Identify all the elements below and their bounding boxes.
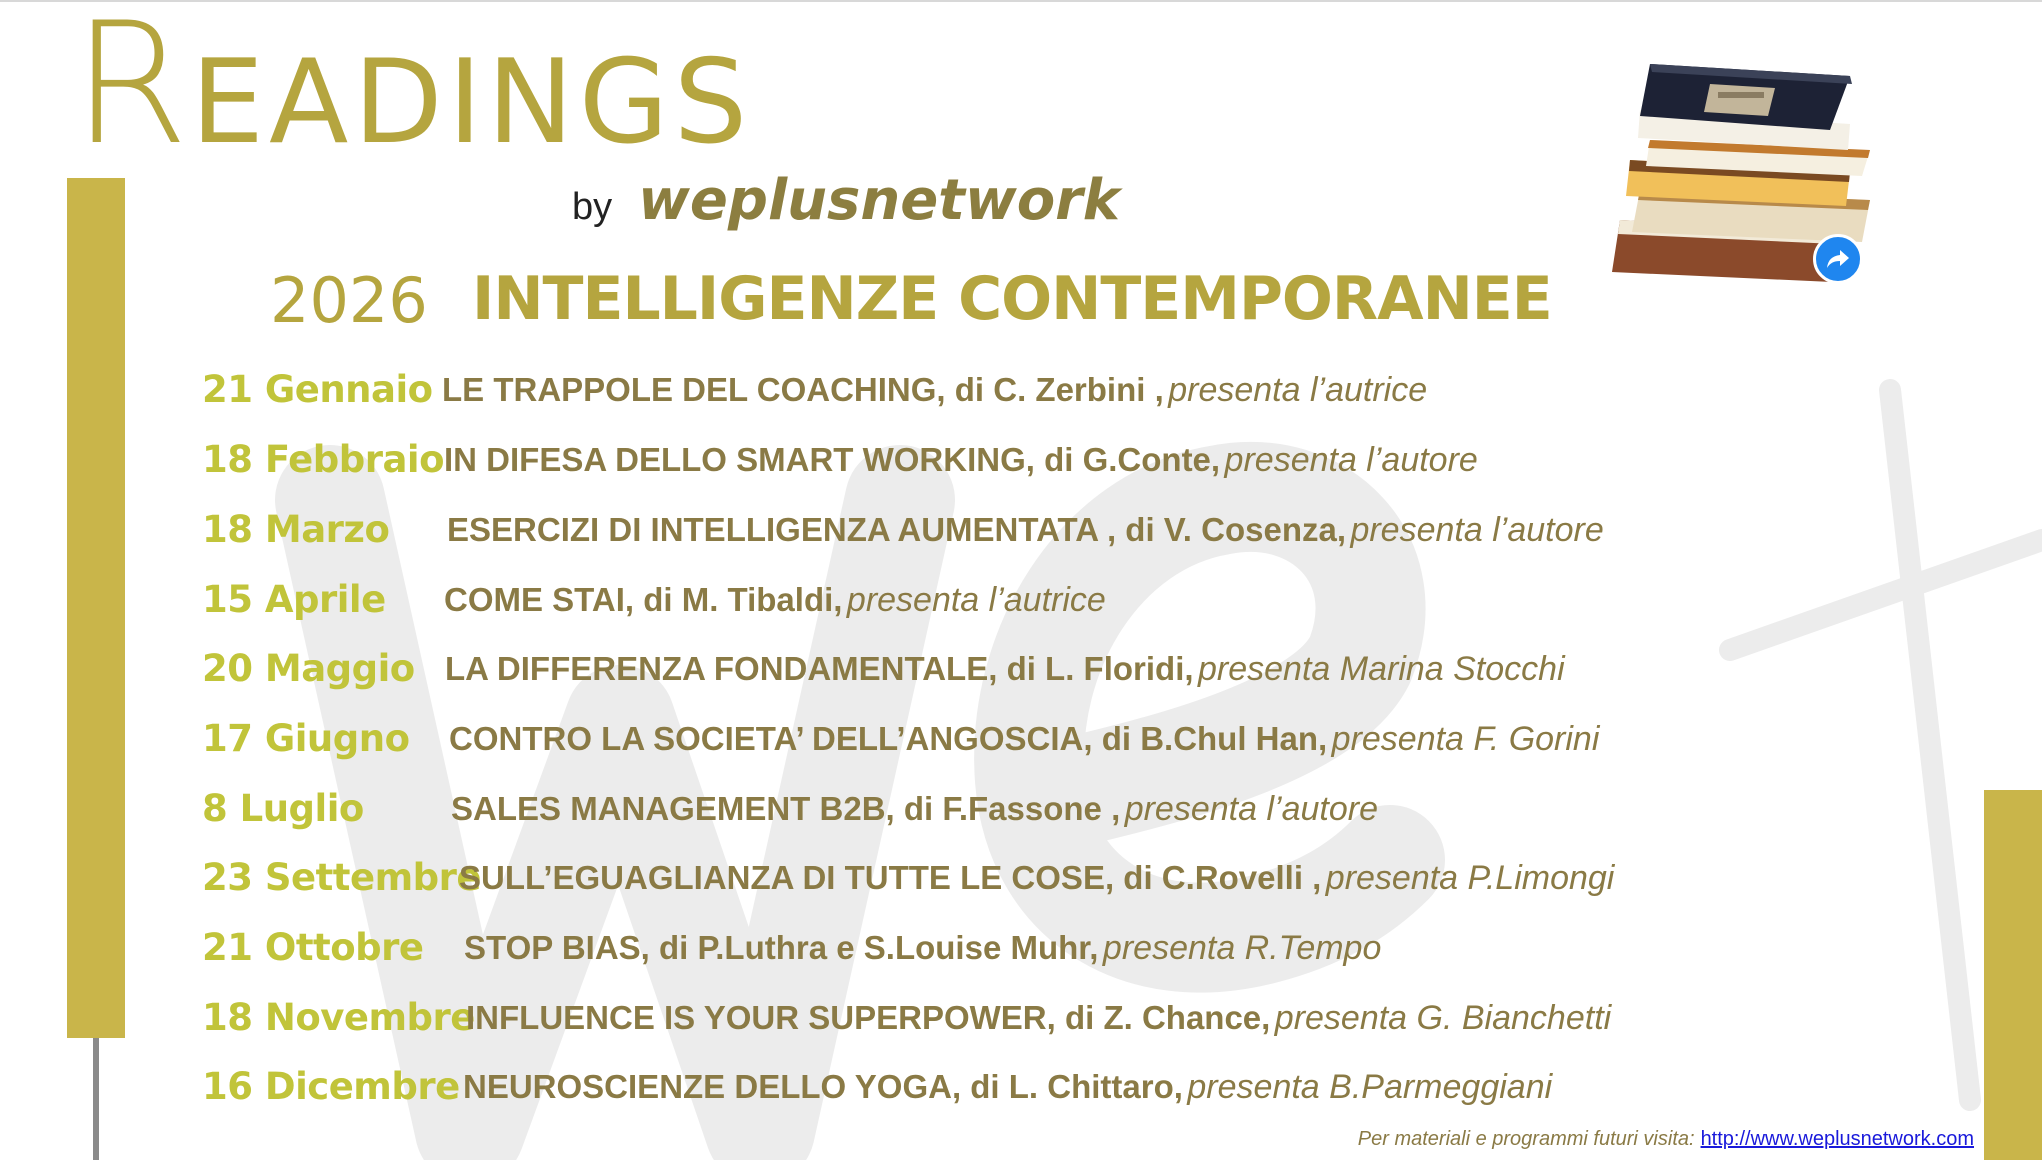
event-details <box>463 1062 1552 1119</box>
book-title: LA DIFFERENZA FONDAMENTALE, di L. Floridi, <box>445 650 1194 687</box>
event-date: 21 Ottobre <box>202 926 424 969</box>
book-title: LE TRAPPOLE DEL COACHING, di C. Zerbini , <box>442 371 1164 408</box>
footer-label: Per materiali e programmi futuri visita: <box>1357 1128 1695 1150</box>
presenter: presenta B.Parmeggiani <box>1187 1068 1553 1106</box>
event-date: 16 Dicembre <box>202 1065 460 1108</box>
program-title: INTELLIGENZE CONTEMPORANEE <box>472 264 1552 334</box>
presenter: presenta Marina Stocchi <box>1198 650 1565 688</box>
event-date: 18 Febbraio <box>202 438 445 481</box>
title-rest: EADINGS <box>190 35 753 170</box>
event-details <box>449 714 1599 771</box>
book-title: ESERCIZI DI INTELLIGENZA AUMENTATA , di V. Cosenza, <box>447 511 1346 548</box>
title-initial: R <box>72 0 191 182</box>
event-date: 8 Luglio <box>202 787 364 830</box>
event-details <box>447 505 1604 562</box>
event-date: 15 Aprile <box>202 578 386 621</box>
book-title: SULL’EGUAGLIANZA DI TUTTE LE COSE, di C.Rovelli , <box>459 859 1322 896</box>
presenter: presenta l’autrice <box>1168 371 1428 409</box>
book-title: COME STAI, di M. Tibaldi, <box>444 581 843 618</box>
event-date: 23 Settembre <box>202 856 481 899</box>
right-accent-bar <box>1984 790 2042 1160</box>
book-title: NEUROSCIENZE DELLO YOGA, di L. Chittaro, <box>463 1068 1183 1105</box>
event-details <box>451 784 1378 841</box>
book-title: IN DIFESA DELLO SMART WORKING, di G.Conte, <box>444 441 1221 478</box>
book-title: STOP BIAS, di P.Luthra e S.Louise Muhr, <box>464 929 1099 966</box>
share-button[interactable] <box>1813 234 1863 284</box>
byline <box>572 168 1120 233</box>
event-details <box>464 923 1381 980</box>
book-title: INFLUENCE IS YOUR SUPERPOWER, di Z. Chance, <box>466 999 1271 1036</box>
event-date: 18 Novembre <box>202 996 475 1039</box>
readings-title <box>72 0 753 182</box>
footer-note <box>1358 1128 1974 1151</box>
network-name: weplusnetwork <box>638 168 1121 233</box>
event-date: 20 Maggio <box>202 647 415 690</box>
year-label: 2026 <box>270 264 428 337</box>
event-date: 17 Giugno <box>202 717 410 760</box>
event-details <box>445 644 1565 701</box>
event-details <box>459 853 1614 910</box>
presenter: presenta l’autore <box>1124 790 1378 828</box>
presenter: presenta l’autore <box>1350 511 1604 549</box>
event-details <box>442 365 1427 422</box>
presenter: presenta l’autore <box>1224 441 1478 479</box>
presenter: presenta F. Gorini <box>1331 720 1600 758</box>
presenter: presenta P.Limongi <box>1325 859 1615 897</box>
book-title: SALES MANAGEMENT B2B, di F.Fassone , <box>451 790 1121 827</box>
left-accent-line <box>93 1038 99 1160</box>
event-details <box>466 993 1611 1050</box>
website-link[interactable]: http://www.weplusnetwork.com <box>1700 1128 1974 1150</box>
event-date: 21 Gennaio <box>202 368 433 411</box>
left-accent-bar <box>67 178 125 1038</box>
presenter: presenta l’autrice <box>846 581 1106 619</box>
event-details <box>444 435 1478 492</box>
by-word: by <box>572 186 613 228</box>
book-title: CONTRO LA SOCIETA’ DELL’ANGOSCIA, di B.Chul Han, <box>449 720 1328 757</box>
event-details <box>444 575 1106 632</box>
event-date: 18 Marzo <box>202 508 390 551</box>
presenter: presenta R.Tempo <box>1102 929 1382 967</box>
presenter: presenta G. Bianchetti <box>1274 999 1612 1037</box>
share-arrow-icon <box>1825 248 1851 270</box>
